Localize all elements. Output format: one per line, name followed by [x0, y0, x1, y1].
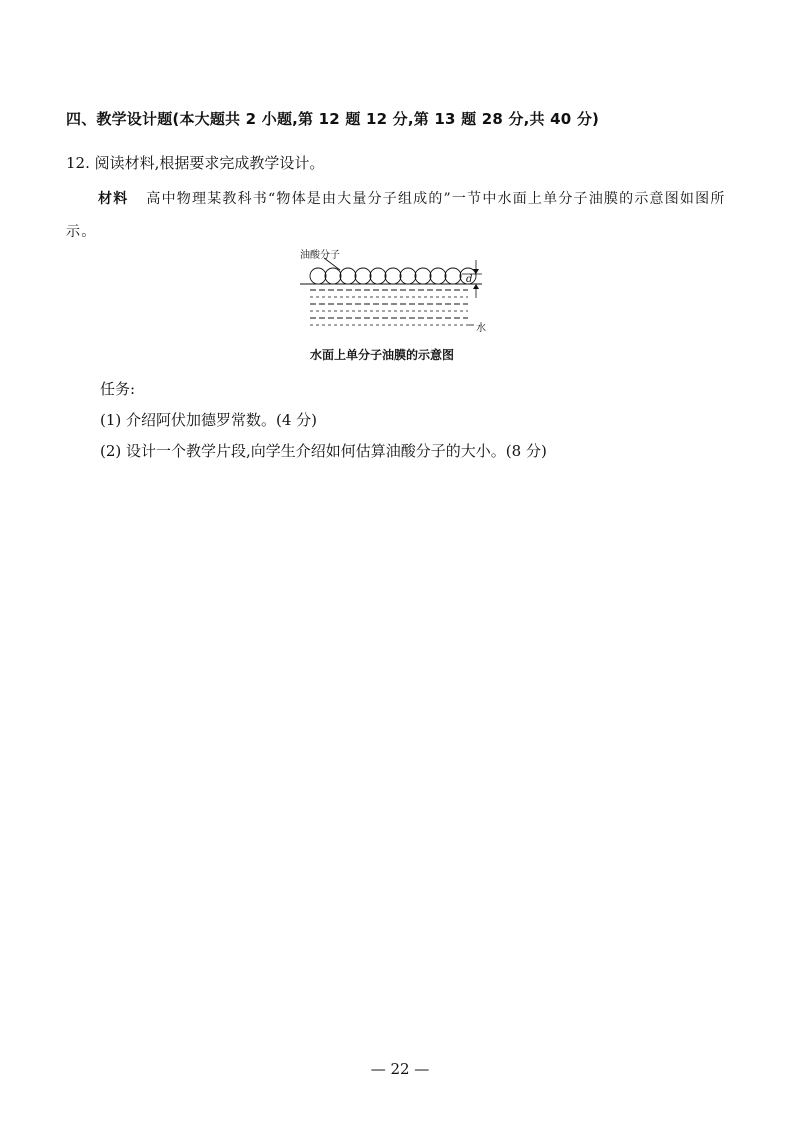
oil-molecule-circle	[385, 268, 401, 284]
oil-molecule-circle	[370, 268, 386, 284]
oil-molecules	[310, 268, 476, 284]
oil-molecule-circle	[355, 268, 371, 284]
oil-film-figure	[296, 242, 496, 372]
task-item-1: (1) 介绍阿伏加德罗常数。(4 分)	[100, 411, 318, 429]
section-title: 四、教学设计题(本大题共 2 小题,第 12 题 12 分,第 13 题 28 分,共 40 分)	[66, 110, 600, 128]
oil-molecule-circle	[445, 268, 461, 284]
oil-molecule-circle	[430, 268, 446, 284]
oil-molecule-circle	[415, 268, 431, 284]
task-item-2: (2) 设计一个教学片段,向学生介绍如何估算油酸分子的大小。(8 分)	[100, 442, 547, 460]
arrow-down-head	[473, 269, 479, 274]
oil-molecule-circle	[325, 268, 341, 284]
water-dashes	[310, 290, 468, 325]
water-label: 水	[476, 323, 486, 334]
question-prompt: 12. 阅读材料,根据要求完成教学设计。	[66, 154, 325, 172]
task-heading: 任务:	[100, 380, 136, 398]
oil-molecule-circle	[400, 268, 416, 284]
material-paragraph	[66, 183, 726, 249]
thickness-label: d	[466, 274, 473, 285]
molecule-label: 油酸分子	[300, 250, 340, 261]
material-label: 材料	[98, 191, 129, 207]
arrow-up-head	[473, 284, 479, 289]
oil-molecule-circle	[310, 268, 326, 284]
page-number: — 22 —	[370, 1060, 430, 1078]
material-text: 高中物理某教科书“物体是由大量分子组成的”一节中水面上单分子油膜的示意图如图所示。	[66, 191, 726, 240]
figure-caption: 水面上单分子油膜的示意图	[310, 348, 455, 362]
oil-molecule-circle	[340, 268, 356, 284]
